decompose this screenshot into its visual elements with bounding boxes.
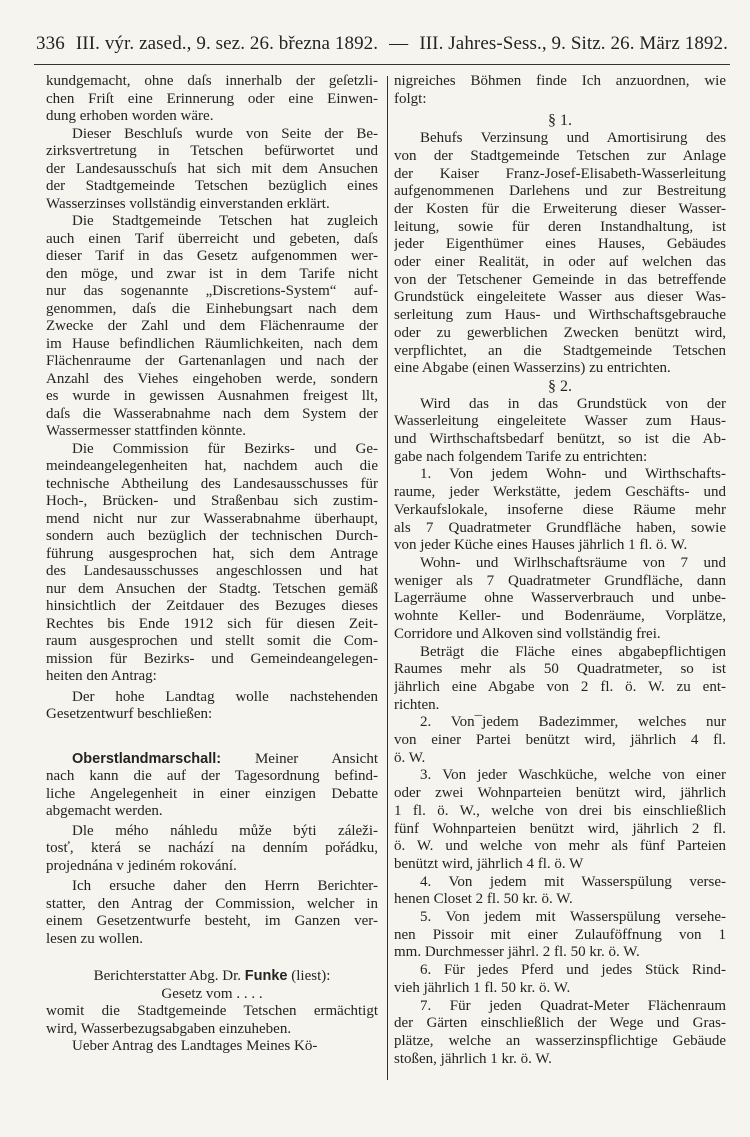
- speech-oberstlandmarschall: [46, 751, 378, 821]
- text-line: richten.: [394, 696, 440, 713]
- text-line: Wasserleitung eingeleitete Wasser zum Haus-: [394, 413, 726, 430]
- text-line: benützt wird, jährlich 4 fl. ö. W: [394, 855, 584, 872]
- text-line: nach kann die auf der Tagesordnung befind-: [46, 768, 378, 784]
- paragraph-resolution: [46, 126, 378, 214]
- text-line: Der hohe Landtag wolle nachstehenden: [72, 688, 378, 705]
- text-line: Wasserzinses vollständig einverstanden erklärt.: [46, 195, 330, 212]
- text-line: fünf Wohnparteien benützt wird, jährlich 2 fl.: [394, 820, 726, 837]
- text-line: von der Stadtgemeinde Tetschen zur Anlage: [394, 147, 726, 164]
- text-line: Wassermesser stattfinden könnte.: [46, 423, 246, 439]
- column-divider: [387, 76, 388, 1080]
- text-line: Zwecke der Zahl und dem Flächenraume der: [46, 318, 378, 334]
- text-line: 6. Für jedes Pferd und jedes Stück Rind-: [420, 962, 726, 979]
- tariff-item-3: [394, 767, 726, 873]
- text-line: heiten den Antrag:: [46, 668, 157, 684]
- text-line: und Wirthschaftsbedarf benützt, so ist die Ab-: [394, 431, 726, 448]
- tariff-large-rooms: [394, 644, 726, 715]
- reporter-name: Funke: [244, 968, 288, 984]
- text-line: folgt:: [394, 90, 427, 107]
- text-line: Verkaufslokale, insoferne diese Räume mehr: [394, 501, 726, 518]
- text-line: 4. Von jedem mit Wasserspülung verse-: [420, 873, 726, 890]
- right-column: [394, 73, 726, 1068]
- text-line: Beträgt die Fläche eines abgabepflichtigen: [420, 643, 726, 660]
- text-line: der Gärten einschließlich der Wege und Gras-: [394, 1015, 726, 1032]
- text-line: 5. Von jedem mit Wasserspülung versehe-: [420, 909, 726, 926]
- text-line: technische Abtheilung des Landesausschusses für: [46, 475, 378, 492]
- section-heading-1: § 1.: [548, 112, 572, 130]
- text-line: von einer Partei benützt wird, jährlich 4 fl.: [394, 732, 726, 749]
- paragraph-tariff: [46, 213, 378, 441]
- text-line: daſs die Wasserabnahme nach dem System der: [46, 405, 378, 422]
- header-rule: [34, 64, 730, 65]
- header-dash: —: [389, 33, 409, 54]
- text-line: führung ausgesprochen hat, sich dem Antrage: [46, 545, 378, 562]
- text-line: einem Gesetzentwurfe besteht, im Ganzen ver-: [46, 913, 378, 929]
- text-line: mend nicht nur zur Wasserabnahme überhaupt,: [46, 510, 378, 527]
- text-line: Grundstück eingeleitete Wasser aus dieser Was-: [394, 289, 726, 306]
- tariff-item-4: [394, 874, 726, 909]
- header-german: III. Jahres-Sess., 9. Sitz. 26. März 1892.: [419, 33, 728, 54]
- text-line: eine Abgabe (einen Wasserzins) zu entrichten.: [394, 360, 671, 377]
- text-line: nigreiches Böhmen finde Ich anzuordnen, wie: [394, 73, 726, 89]
- text-line: jeder Eigenthümer eines Hauses, Gebäudes: [394, 236, 726, 253]
- text-line: im Hause befindlichen Räumlichkeiten, nach dem: [46, 335, 378, 352]
- text-line: weniger als 7 Quadratmeter Grundfläche, dann: [394, 572, 726, 589]
- text-line: Behufs Verzinsung und Amortisirung des: [420, 130, 726, 147]
- text-line: Raumes mehr als 50 Quadratmeter, so ist: [394, 661, 726, 678]
- text-line: den möge, und zwar ist in dem Tarife nicht: [46, 265, 378, 282]
- speech-text: Meiner Ansicht: [221, 750, 378, 767]
- text-line: es wurde in gewissen Ausnahmen freigest llt,: [46, 388, 378, 404]
- text-line: ö. W.: [394, 749, 426, 766]
- text-line: von jeder Küche eines Hauses jährlich 1 fl. ö. W.: [394, 537, 688, 554]
- paragraph-czech: [46, 823, 378, 876]
- text-line: Ueber Antrag des Landtages Meines Kö-: [72, 1038, 318, 1054]
- text-line: 3. Von jeder Waschküche, welche von einer: [420, 767, 726, 784]
- header-czech: III. výr. zased., 9. sez. 26. března 1892.: [75, 33, 379, 54]
- text-line: auch einen Tarif überreicht und gebeten, daſs: [46, 230, 378, 247]
- text-line: Flächenraume der Gartenanlagen und nach der: [46, 353, 378, 369]
- reporter-action: (liest):: [287, 968, 331, 984]
- paragraph-continued: [46, 73, 378, 126]
- paragraph-commission: [46, 441, 378, 686]
- text-line: tosť, která se nachází na denním pořádku,: [46, 840, 378, 856]
- text-line: Wird das in das Grundstück von der: [420, 395, 726, 412]
- text-line: hinsichtlich der Zeitdauer des Bezuges dieses: [46, 598, 378, 614]
- law-subtitle: [46, 1003, 378, 1038]
- text-line: mission für Bezirks- und Gemeindeangelegen-: [46, 650, 378, 667]
- text-line: zirksvertretung in Tetschen befürwortet und: [46, 143, 378, 159]
- text-line: der Kaiser Franz-Josef-Elisabeth-Wasserleitung: [394, 165, 726, 182]
- text-line: Dle mého náhledu může býti záleži-: [72, 822, 378, 839]
- page-number: 336: [36, 33, 65, 54]
- text-line: nen Pissoir mit einer Zulauföffnung von 1: [394, 926, 726, 943]
- text-line: wohnte Keller- und Bodenräume, Vorplätze,: [394, 608, 726, 625]
- paragraph-preamble: [46, 1038, 378, 1056]
- tariff-item-7: [394, 998, 726, 1069]
- text-line: leitung, sowie für deren Instandhaltung, ist: [394, 218, 726, 235]
- text-line: nur das sogenannte „Discretions-System“ auf-: [46, 283, 378, 299]
- text-line: serleitung zum Haus- und Wirthschaftsgebrauche: [394, 307, 726, 324]
- text-line: der Landesausschuſs hat sich mit dem Ansuchen: [46, 160, 378, 177]
- text-line: wird, Wasserbezugsabgaben einzuheben.: [46, 1020, 292, 1037]
- text-line: plätze, welche an wasserzinspflichtige Gebäude: [394, 1032, 726, 1049]
- text-line: Wohn- und Wirlhschaftsräume von 7 und: [420, 554, 726, 571]
- text-line: kundgemacht, ohne daſs innerhalb der geſetzli-: [46, 73, 378, 89]
- text-line: jährlich eine Abgabe von 2 fl. ö. W. zu ent-: [394, 678, 726, 695]
- speech-body: [46, 768, 378, 821]
- text-line: oder zwei Wohnparteien benützt wird, jährlich: [394, 785, 726, 802]
- reporter-line: [46, 968, 378, 986]
- paragraph-motion: [46, 689, 378, 724]
- section-1-text: [394, 130, 726, 378]
- text-line: Hoch-, Brücken- und Straßenbau sich zustim-: [46, 493, 378, 509]
- text-line: 2. Von¯jedem Badezimmer, welches nur: [420, 714, 726, 731]
- text-line: der Kosten für die Erweiterung dieser Wasser-: [394, 200, 726, 217]
- left-column: [46, 73, 378, 1056]
- text-line: von der Tetschener Gemeinde in das betreffende: [394, 271, 726, 288]
- text-line: oder einer Realität, in oder auf welchen das: [394, 254, 726, 271]
- tariff-item-1: [394, 466, 726, 555]
- paragraph-continued: [394, 73, 726, 108]
- tariff-item-5: [394, 909, 726, 962]
- speech-first-line: [46, 751, 378, 769]
- text-line: 1. Von jedem Wohn- und Wirthschafts-: [420, 466, 726, 483]
- section-heading-2: § 2.: [548, 377, 572, 395]
- text-line: Lagerräume ohne Wasserverbrauch und unbe-: [394, 590, 726, 607]
- text-line: statter, den Antrag der Commission, welcher in: [46, 895, 378, 912]
- text-line: dieser Tarif in das Gesetz aufgenommen wer-: [46, 248, 378, 264]
- text-line: projednána v jediném rokování.: [46, 857, 237, 874]
- law-title: Gesetz vom . . . .: [161, 985, 263, 1002]
- text-line: mm. Durchmesser jährl. 2 fl. 50 kr. ö. W.: [394, 944, 640, 961]
- text-line: chen Friſt eine Erinnerung oder eine Einwen-: [46, 90, 378, 107]
- text-line: Dieser Beschluſs wurde von Seite der Be-: [72, 125, 378, 142]
- text-line: ö. W. und welche von mehr als fünf Parteien: [394, 838, 726, 855]
- text-line: genommen, daſs die Einhebungsart nach dem: [46, 300, 378, 317]
- text-line: 7. Für jeden Quadrat-Meter Flächenraum: [420, 997, 726, 1014]
- text-line: vieh jährlich 1 fl. 50 kr. ö. W.: [394, 979, 571, 996]
- text-line: Anzahl des Viehes eingehoben werde, sondern: [46, 370, 378, 387]
- text-line: gabe nach folgendem Tarife zu entrichten:: [394, 448, 648, 465]
- text-line: liche Angelegenheit in einer einzigen Debatte: [46, 785, 378, 802]
- text-line: stoßen, jährlich 1 kr. ö. W.: [394, 1050, 552, 1067]
- text-line: meindeangelegenheiten hat, nachdem auch die: [46, 458, 378, 474]
- text-line: henen Closet 2 fl. 50 kr. ö. W.: [394, 891, 573, 908]
- text-line: raum ausgesprochen und stellt somit die Com-: [46, 633, 378, 649]
- text-line: raume, jeder Werkstätte, jedem Geschäfts- und: [394, 484, 726, 501]
- text-line: dung erhoben worden wäre.: [46, 108, 214, 124]
- text-line: Ich ersuche daher den Herrn Berichter-: [72, 878, 378, 894]
- tariff-item-6: [394, 962, 726, 997]
- reporter-title: Berichterstatter Abg. Dr.: [93, 968, 245, 984]
- text-line: des Landesausschusses angeschlossen und hat: [46, 563, 378, 579]
- tariff-item-2: [394, 714, 726, 767]
- text-line: oder zu gewerblichen Zwecken benützt wird,: [394, 324, 726, 341]
- text-line: sondern auch bezüglich der technischen Durch-: [46, 528, 378, 544]
- text-line: womit die Stadtgemeinde Tetschen ermächtigt: [46, 1003, 378, 1019]
- text-line: abgemacht werden.: [46, 803, 163, 819]
- running-header: [36, 33, 728, 55]
- text-line: 1 fl. ö. W., welche von drei bis einschließlich: [394, 802, 726, 819]
- tariff-exemptions: [394, 555, 726, 644]
- text-line: der Stadtgemeinde Tetschen bezüglich eines: [46, 178, 378, 194]
- section-2-text: [394, 396, 726, 467]
- text-line: lesen zu wollen.: [46, 930, 144, 947]
- text-line: aufgenommenen Darlehens und zur Bestreitung: [394, 183, 726, 200]
- text-line: Die Commission für Bezirks- und Ge-: [72, 440, 378, 457]
- text-line: Corridore und Alkoven sind vollständig frei.: [394, 625, 661, 642]
- text-line: als 7 Quadratmeter Grundfläche haben, sowie: [394, 519, 726, 536]
- paragraph-request: [46, 878, 378, 948]
- text-line: Gesetzentwurf beschließen:: [46, 706, 213, 722]
- text-line: Rechtes bis Ende 1912 sich für diesen Zeit-: [46, 615, 378, 632]
- text-line: nur dem Ansuchen der Stadtg. Tetschen gemäß: [46, 580, 378, 597]
- text-line: Die Stadtgemeinde Tetschen hat zugleich: [72, 213, 378, 229]
- speaker-name: Oberstlandmarschall:: [72, 750, 222, 767]
- text-line: verpflichtet, an die Stadtgemeinde Tetschen: [394, 342, 726, 359]
